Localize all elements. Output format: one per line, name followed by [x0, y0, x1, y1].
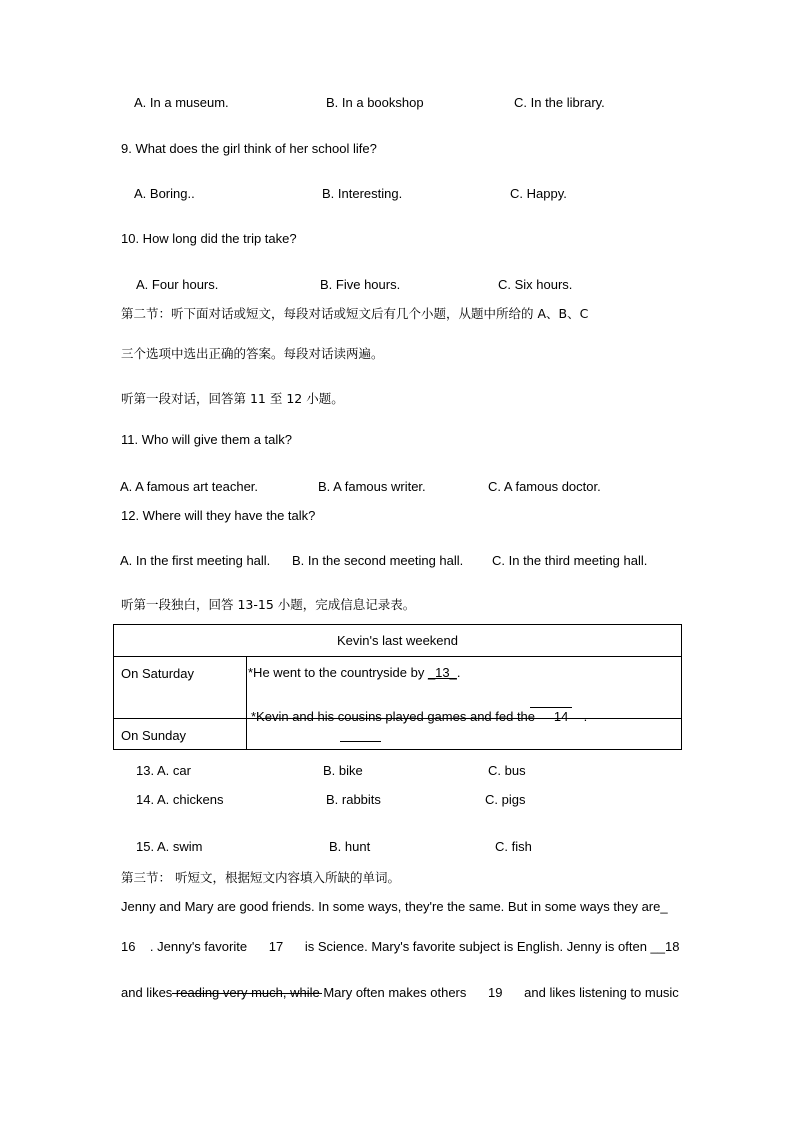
q9-option-a: A. Boring..: [134, 186, 195, 201]
q13-option-c: C. bus: [488, 763, 526, 778]
q8-option-b: B. In a bookshop: [326, 95, 424, 110]
blank-14-line-top: [530, 707, 572, 708]
sunday-text-after: .: [583, 709, 588, 724]
q12-question: 12. Where will they have the talk?: [121, 508, 316, 523]
saturday-text: [248, 665, 460, 681]
q10-option-a: A. Four hours.: [136, 277, 219, 292]
q11-option-c: C. A famous doctor.: [488, 479, 601, 494]
saturday-text-after: .: [456, 665, 461, 680]
blank-14: 14: [553, 709, 569, 724]
q11-question: 11. Who will give them a talk?: [121, 432, 292, 447]
section2-instruction-line1: 第二节：听下面对话或短文，每段对话或短文后有几个小题，从题中所给的 A、B、C: [121, 306, 589, 321]
saturday-label: [114, 657, 247, 719]
q10-option-c: C. Six hours.: [498, 277, 573, 292]
sunday-text-main: *Kevin and his cousins played games and fed the: [251, 709, 536, 724]
q9-question: 9. What does the girl think of her school life?: [121, 141, 377, 156]
sunday-text: [251, 709, 587, 725]
q14-option-c: C. pigs: [485, 792, 526, 807]
q14-option-b: B. rabbits: [326, 792, 381, 807]
q15-option-a: 15. A. swim: [136, 839, 203, 854]
table-title: Kevin's last weekend: [114, 625, 682, 657]
passage-line3: and likes reading very much, while Mary often makes others 19 and likes listening to music: [121, 985, 679, 1000]
q15-option-c: C. fish: [495, 839, 532, 854]
q12-option-c: C. In the third meeting hall.: [492, 553, 648, 568]
info-record-table: [113, 624, 682, 750]
sunday-label-text: On Sunday: [121, 728, 187, 743]
q8-option-c: C. In the library.: [514, 95, 605, 110]
passage-line1: Jenny and Mary are good friends. In some ways, they're the same. But in some ways they are_: [121, 899, 668, 914]
sunday-label: [114, 719, 247, 750]
monologue-intro: 听第一段独白，回答 13-15 小题，完成信息记录表。: [121, 597, 416, 612]
dialog-intro: 听第一段对话，回答第 11 至 12 小题。: [121, 391, 344, 406]
saturday-text-before: *He went to the countryside by: [248, 665, 428, 680]
section3-heading: 第三节： 听短文，根据短文内容填入所缺的单词。: [121, 870, 400, 885]
q9-option-b: B. Interesting.: [322, 186, 403, 201]
saturday-label-text: On Saturday: [121, 666, 194, 681]
blank-13: _13_: [427, 665, 457, 680]
section2-instruction-line2: 三个选项中选出正确的答案。每段对话读两遍。: [121, 346, 384, 361]
q8-option-a: A. In a museum.: [134, 95, 229, 110]
q14-option-a: 14. A. chickens: [136, 792, 224, 807]
q10-question: 10. How long did the trip take?: [121, 231, 297, 246]
q11-option-a: A. A famous art teacher.: [120, 479, 259, 494]
sunday-blank-line: [340, 741, 381, 742]
q9-option-c: C. Happy.: [510, 186, 567, 201]
q10-option-b: B. Five hours.: [320, 277, 401, 292]
passage-strike-line: [172, 993, 322, 994]
passage-line2: 16 . Jenny's favorite 17 is Science. Mary's favorite subject is English. Jenny is often __18: [121, 939, 680, 954]
q13-option-a: 13. A. car: [136, 763, 191, 778]
q11-option-b: B. A famous writer.: [318, 479, 426, 494]
q13-option-b: B. bike: [323, 763, 363, 778]
q12-option-b: B. In the second meeting hall.: [292, 553, 464, 568]
q15-option-b: B. hunt: [329, 839, 371, 854]
q12-option-a: A. In the first meeting hall.: [120, 553, 271, 568]
